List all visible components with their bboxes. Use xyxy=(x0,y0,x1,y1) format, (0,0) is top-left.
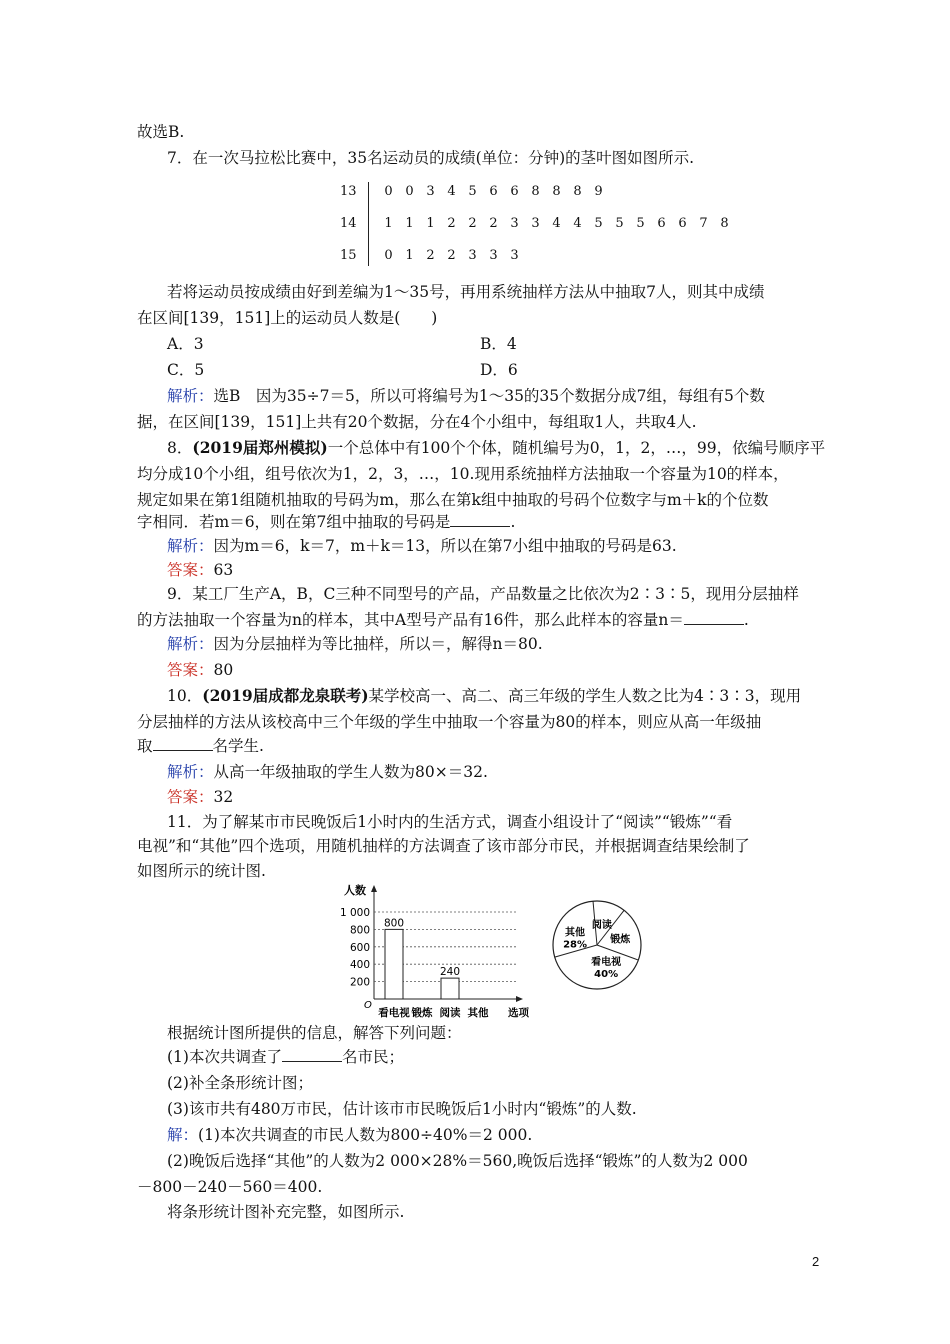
q11-solution: 将条形统计图补充完整，如图所示. xyxy=(167,1203,405,1221)
x-axis-label: 选项 xyxy=(508,1007,529,1018)
q10-solution: 解析：从高一年级抽取的学生人数为80×＝32. xyxy=(167,763,488,781)
bar-2 xyxy=(441,978,459,999)
y-axis-arrow xyxy=(371,885,377,892)
bar-value-label: 240 xyxy=(439,966,461,979)
q10-text: 10．(2019届成都龙泉联考)某学校高一、高二、高三年级的学生人数之比为4∶3∶3，现用 xyxy=(167,686,802,705)
x-tick-label: 其他 xyxy=(467,1007,489,1018)
leaf-digit: 1 xyxy=(405,216,414,231)
q9-text: 9．某工厂生产A，B，C三种不同型号的产品，产品数量之比依次为2∶3∶5，现用分层抽样 xyxy=(167,585,799,603)
stem-value: 14 xyxy=(340,216,357,231)
y-tick-label: 800 xyxy=(349,924,370,937)
pie-chart xyxy=(545,895,655,995)
x-tick-label: 看电视 xyxy=(378,1007,410,1018)
stem-value: 15 xyxy=(340,248,357,263)
y-tick-label: 1 000 xyxy=(339,907,370,919)
q10-answer: 答案：32 xyxy=(167,788,234,806)
leaf-digit: 9 xyxy=(594,184,603,199)
leaf-digit: 6 xyxy=(510,184,519,199)
page-number: 2 xyxy=(812,1254,820,1269)
q7-solution: 据，在区间[139，151]上共有20个数据，分在4个小组中，每组取1人，共取4人. xyxy=(137,413,697,431)
leaf-digit: 5 xyxy=(468,184,477,199)
leaf-digit: 3 xyxy=(510,248,519,263)
leaf-digit: 5 xyxy=(594,216,603,231)
leaf-digit: 2 xyxy=(489,216,498,231)
answer-blank xyxy=(282,1047,342,1062)
q8-solution: 解析：因为m＝6，k＝7，m＋k＝13，所以在第7小组中抽取的号码是63. xyxy=(167,537,677,555)
q8-answer: 答案：63 xyxy=(167,561,234,579)
origin-label: O xyxy=(364,1000,372,1011)
y-tick-label: 400 xyxy=(349,959,370,972)
y-tick-label: 200 xyxy=(349,976,370,989)
leaf-digit: 5 xyxy=(615,216,624,231)
x-tick-label: 锻炼 xyxy=(411,1007,433,1018)
pie-pct-label: 28% xyxy=(563,939,588,951)
pie-label: 其他 xyxy=(565,927,586,939)
leaf-digit: 2 xyxy=(447,248,456,263)
leaf-digit: 2 xyxy=(468,216,477,231)
q11-text: 根据统计图所提供的信息，解答下列问题： xyxy=(167,1024,462,1042)
q11-part3: (3)该市共有480万市民，估计该市市民晚饭后1小时内“锻炼”的人数. xyxy=(167,1100,637,1118)
leaf-row xyxy=(378,248,525,263)
q8-text: 均分成10个小组，组号依次为1，2，3，…，10.现用系统抽样方法抽取一个容量为10的样本， xyxy=(137,465,789,483)
q7-text: 若将运动员按成绩由好到差编为1～35号，再用系统抽样方法从中抽取7人，则其中成绩 xyxy=(167,283,765,301)
leaf-digit: 5 xyxy=(636,216,645,231)
q9-solution: 解析：因为分层抽样为等比抽样，所以＝，解得n＝80. xyxy=(167,635,543,653)
q11-part1: (1)本次共调查了 名市民； xyxy=(167,1048,404,1066)
pie-label: 看电视 xyxy=(591,957,622,969)
leaf-digit: 0 xyxy=(384,248,393,263)
q11-text: 11．为了解某市市民晚饭后1小时内的生活方式，调查小组设计了“阅读”“锻炼”“看 xyxy=(167,813,733,831)
leaf-digit: 8 xyxy=(531,184,540,199)
pie-label: 锻炼 xyxy=(610,934,631,946)
bar-chart xyxy=(338,882,548,1018)
answer-blank xyxy=(684,610,744,625)
pie-pct-label: 40% xyxy=(594,969,619,981)
answer-blank xyxy=(153,736,213,751)
leaf-digit: 6 xyxy=(678,216,687,231)
pie-label: 阅读 xyxy=(591,919,612,931)
q9-answer: 答案：80 xyxy=(167,661,234,679)
leaf-digit: 4 xyxy=(447,184,456,199)
leaf-digit: 3 xyxy=(489,248,498,263)
q11-part2: (2)补全条形统计图； xyxy=(167,1074,313,1092)
q8-text: 字相同．若m＝6，则在第7组中抽取的号码是 . xyxy=(137,513,516,531)
bar-0 xyxy=(385,929,403,999)
leaf-row xyxy=(378,184,609,199)
y-axis-label: 人数 xyxy=(344,884,366,897)
bar-value-label: 800 xyxy=(383,917,405,930)
leaf-digit: 2 xyxy=(447,216,456,231)
leaf-digit: 3 xyxy=(426,184,435,199)
q10-text: 取 名学生. xyxy=(137,737,264,755)
stem-value: 13 xyxy=(340,184,357,199)
leaf-digit: 3 xyxy=(510,216,519,231)
leaf-digit: 4 xyxy=(552,216,561,231)
text-line: 故选B. xyxy=(137,123,185,141)
q10-text: 分层抽样的方法从该校高中三个年级的学生中抽取一个容量为80的样本，则应从高一年级抽 xyxy=(137,713,762,731)
x-tick-label: 阅读 xyxy=(439,1007,461,1018)
q11-text: 电视”和“其他”四个选项，用随机抽样的方法调查了该市部分市民，并根据调查结果绘制了 xyxy=(137,837,750,855)
stem-leaf-plot xyxy=(340,180,729,270)
q11-solution: 解：(1)本次共调查的市民人数为800÷40%＝2 000. xyxy=(167,1126,533,1144)
leaf-digit: 0 xyxy=(405,184,414,199)
option-c: C．5 xyxy=(167,361,205,379)
option-d: D．6 xyxy=(480,361,518,379)
q11-solution: (2)晚饭后选择“其他”的人数为2 000×28%＝560,晚饭后选择“锻炼”的人数为2 000 xyxy=(167,1152,748,1170)
q8-text: 规定如果在第1组随机抽取的号码为m，那么在第k组中抽取的号码个位数字与m＋k的个位数 xyxy=(137,491,769,509)
q8-text: 8．(2019届郑州模拟)一个总体中有100个个体，随机编号为0，1，2，…，99，依编号顺序平 xyxy=(167,438,826,457)
leaf-digit: 6 xyxy=(657,216,666,231)
q11-text: 如图所示的统计图. xyxy=(137,862,266,880)
leaf-digit: 6 xyxy=(489,184,498,199)
leaf-digit: 8 xyxy=(720,216,729,231)
option-a: A．3 xyxy=(167,335,204,353)
q11-solution: －800－240－560＝400. xyxy=(137,1178,323,1196)
q7-solution: 解析：选B 因为35÷7＝5，所以可将编号为1～35的35个数据分成7组，每组有5个数 xyxy=(167,387,765,405)
leaf-digit: 0 xyxy=(384,184,393,199)
leaf-digit: 7 xyxy=(699,216,708,231)
q7-stem: 7．在一次马拉松比赛中，35名运动员的成绩(单位：分钟)的茎叶图如图所示. xyxy=(167,149,695,167)
leaf-digit: 1 xyxy=(405,248,414,263)
y-tick-label: 600 xyxy=(349,941,370,954)
option-b: B．4 xyxy=(480,335,517,353)
leaf-digit: 8 xyxy=(573,184,582,199)
x-axis-arrow xyxy=(516,996,523,1002)
leaf-digit: 3 xyxy=(468,248,477,263)
leaf-row xyxy=(378,216,735,231)
answer-blank xyxy=(450,512,510,527)
q9-text: 的方法抽取一个容量为n的样本，其中A型号产品有16件，那么此样本的容量n＝ . xyxy=(137,611,749,629)
leaf-digit: 4 xyxy=(573,216,582,231)
leaf-digit: 2 xyxy=(426,248,435,263)
leaf-digit: 1 xyxy=(426,216,435,231)
leaf-digit: 8 xyxy=(552,184,561,199)
leaf-digit: 3 xyxy=(531,216,540,231)
leaf-digit: 1 xyxy=(384,216,393,231)
q7-text: 在区间[139，151]上的运动员人数是( ) xyxy=(137,309,438,327)
